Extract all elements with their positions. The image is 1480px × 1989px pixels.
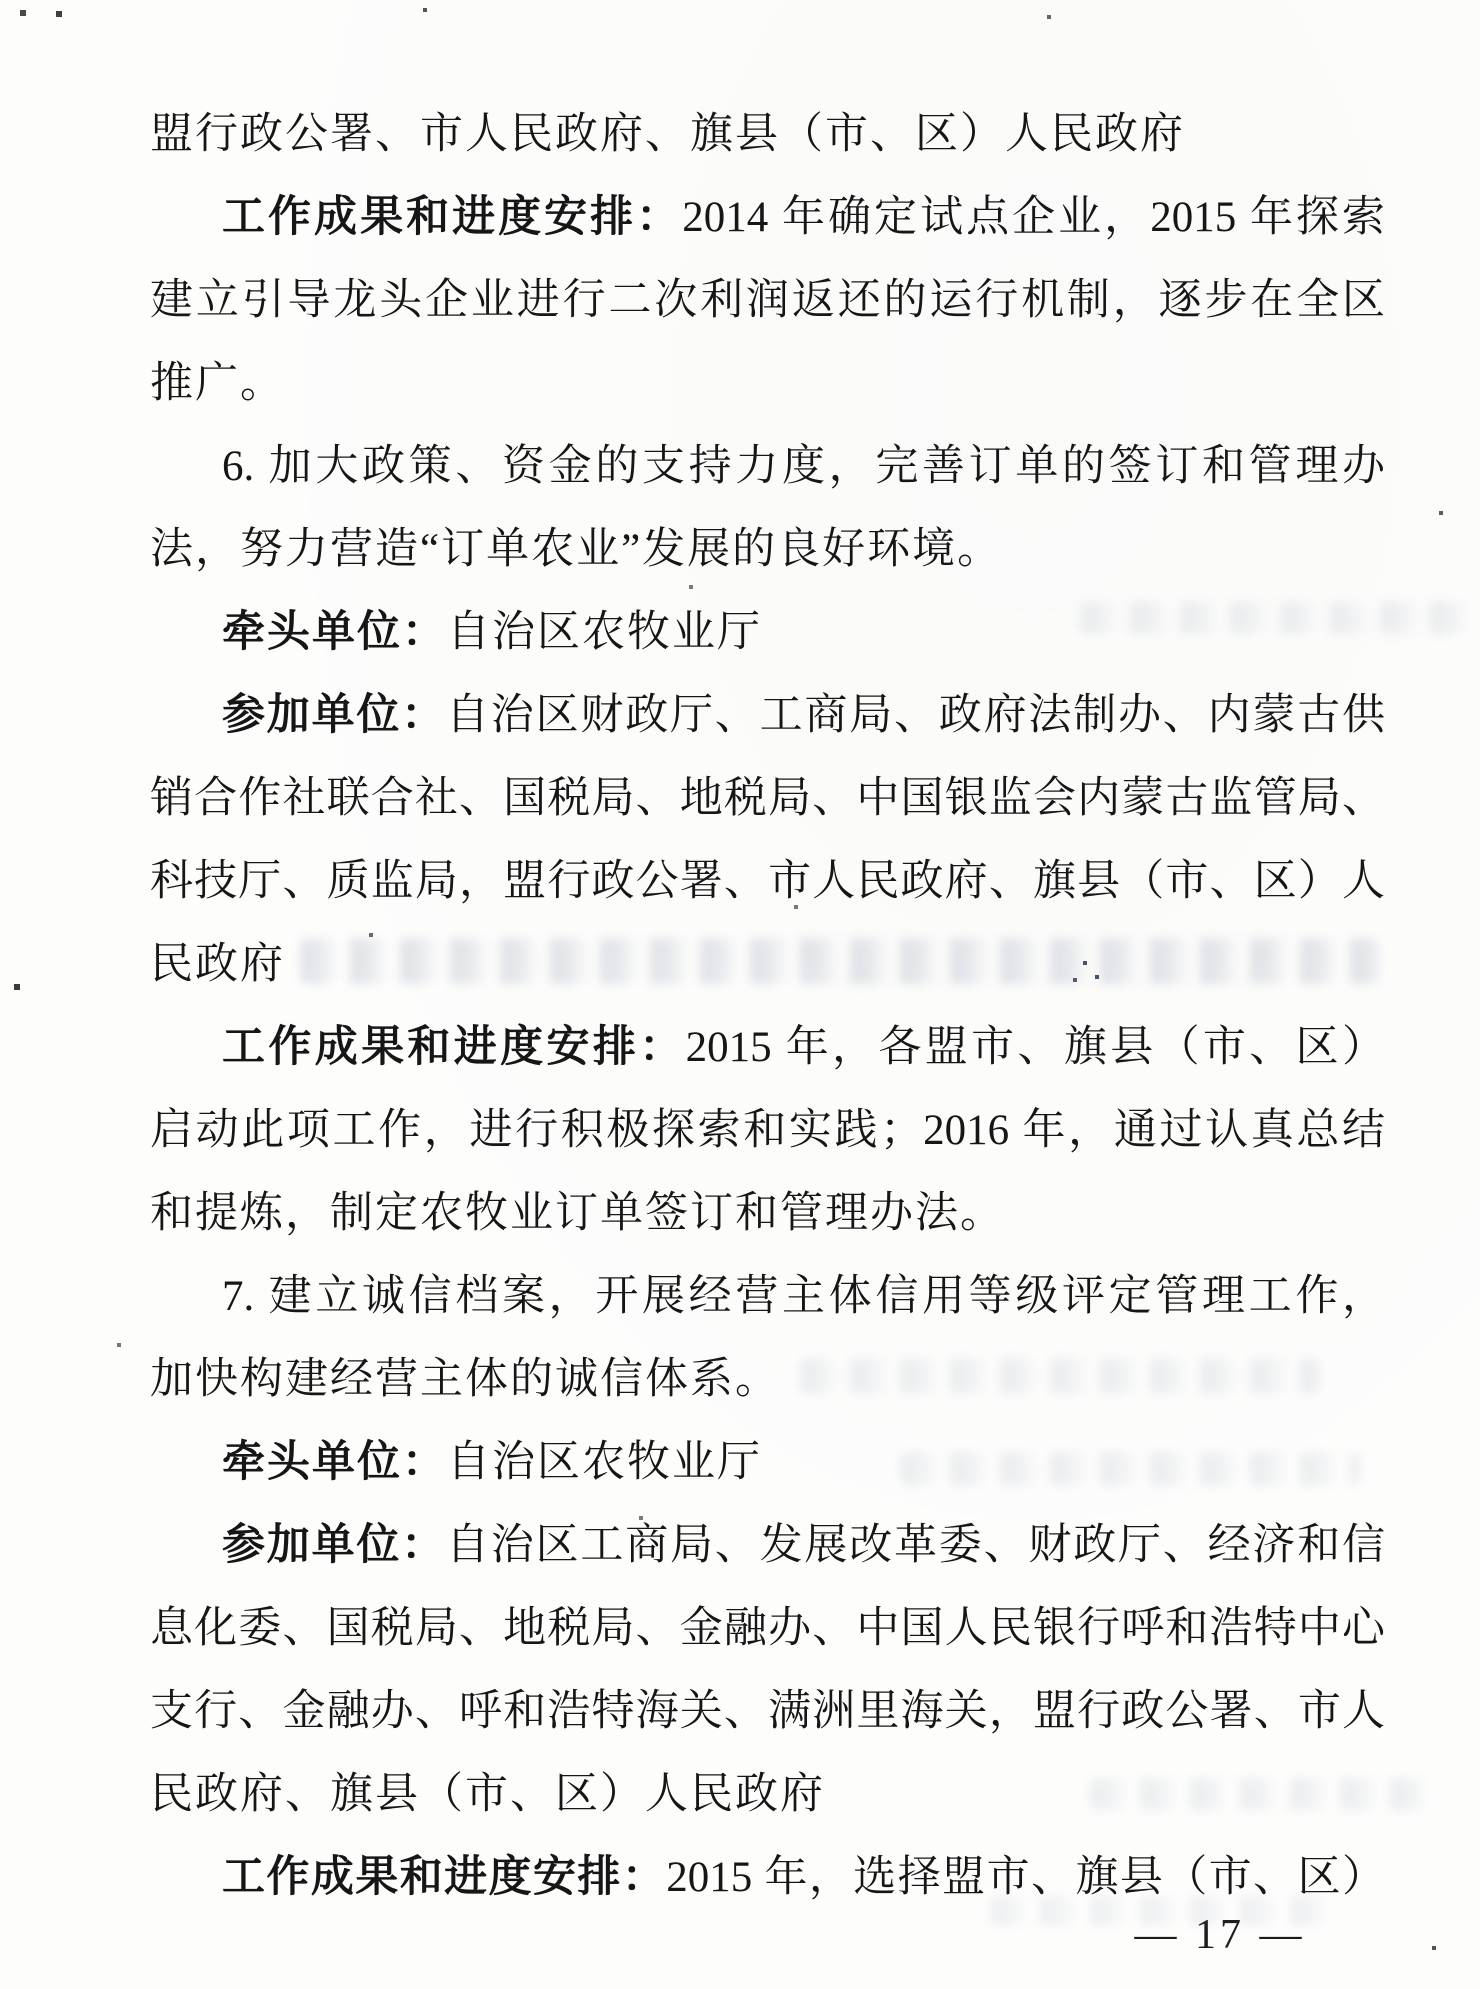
page-number: — 17 — bbox=[1134, 1912, 1306, 1958]
text-line bbox=[150, 1006, 1385, 1089]
line-text: 推广。 bbox=[150, 360, 285, 407]
text-line bbox=[150, 1089, 1385, 1172]
line-text: 7. 建立诚信档案，开展经营主体信用等级评定管理工作， bbox=[222, 1273, 1385, 1320]
line-text: 2015 年，各盟市、旗县（市、区） bbox=[685, 1024, 1385, 1071]
bold-label: 工作成果和进度安排： bbox=[222, 1024, 686, 1071]
document-text bbox=[150, 93, 1385, 1919]
bold-label: 参加单位： bbox=[222, 1522, 446, 1569]
line-text: 民政府、旗县（市、区）人民政府 bbox=[150, 1771, 825, 1818]
line-text: 建立引导龙头企业进行二次利润返还的运行机制，逐步在全区 bbox=[150, 277, 1385, 324]
text-line bbox=[150, 757, 1385, 840]
line-text: 自治区财政厅、工商局、政府法制办、内蒙古供 bbox=[446, 692, 1385, 739]
text-line bbox=[150, 1753, 1385, 1836]
line-text: 自治区农牧业厅 bbox=[447, 609, 762, 656]
line-text: 自治区工商局、发展改革委、财政厅、经济和信 bbox=[446, 1522, 1385, 1569]
line-text: 加快构建经营主体的诚信体系。 bbox=[150, 1356, 780, 1403]
line-text: 6. 加大政策、资金的支持力度，完善订单的签订和管理办 bbox=[222, 443, 1385, 490]
text-line bbox=[150, 1670, 1385, 1753]
text-line bbox=[150, 176, 1385, 259]
text-line bbox=[150, 425, 1385, 508]
bold-label: 参加单位： bbox=[222, 692, 446, 739]
bold-label: 工作成果和进度安排： bbox=[222, 1854, 667, 1901]
line-text: 启动此项工作，进行积极探索和实践；2016 年，通过认真总结 bbox=[150, 1107, 1385, 1154]
line-text: 2015 年，选择盟市、旗县（市、区） bbox=[666, 1854, 1385, 1901]
line-text: 科技厅、质监局，盟行政公署、市人民政府、旗县（市、区）人 bbox=[150, 858, 1385, 905]
text-line bbox=[150, 1172, 1385, 1255]
text-line bbox=[150, 259, 1385, 342]
text-line bbox=[150, 840, 1385, 923]
text-line bbox=[150, 674, 1385, 757]
text-line bbox=[150, 1421, 1385, 1504]
text-line bbox=[150, 1338, 1385, 1421]
text-line bbox=[150, 1255, 1385, 1338]
bold-label: 牵头单位： bbox=[222, 609, 447, 656]
line-text: 盟行政公署、市人民政府、旗县（市、区）人民政府 bbox=[150, 111, 1185, 158]
line-text: 2014 年确定试点企业，2015 年探索 bbox=[682, 194, 1385, 241]
text-line bbox=[150, 508, 1385, 591]
text-line bbox=[150, 342, 1385, 425]
line-text: 息化委、国税局、地税局、金融办、中国人民银行呼和浩特中心 bbox=[150, 1605, 1385, 1652]
text-line bbox=[150, 923, 1385, 1006]
text-line bbox=[150, 1587, 1385, 1670]
bold-label: 工作成果和进度安排： bbox=[222, 194, 683, 241]
text-line bbox=[150, 1504, 1385, 1587]
line-text: 支行、金融办、呼和浩特海关、满洲里海关，盟行政公署、市人 bbox=[150, 1688, 1385, 1735]
line-text: 和提炼，制定农牧业订单签订和管理办法。 bbox=[150, 1190, 1005, 1237]
text-line bbox=[150, 591, 1385, 674]
line-text: 法，努力营造“订单农业”发展的良好环境。 bbox=[150, 526, 1003, 573]
scan-noise-specks bbox=[0, 0, 2, 2]
bold-label: 牵头单位： bbox=[222, 1439, 447, 1486]
line-text: 民政府 bbox=[150, 941, 285, 988]
line-text: 销合作社联合社、国税局、地税局、中国银监会内蒙古监管局、 bbox=[150, 775, 1385, 822]
line-text: 自治区农牧业厅 bbox=[447, 1439, 762, 1486]
text-line bbox=[150, 93, 1385, 176]
